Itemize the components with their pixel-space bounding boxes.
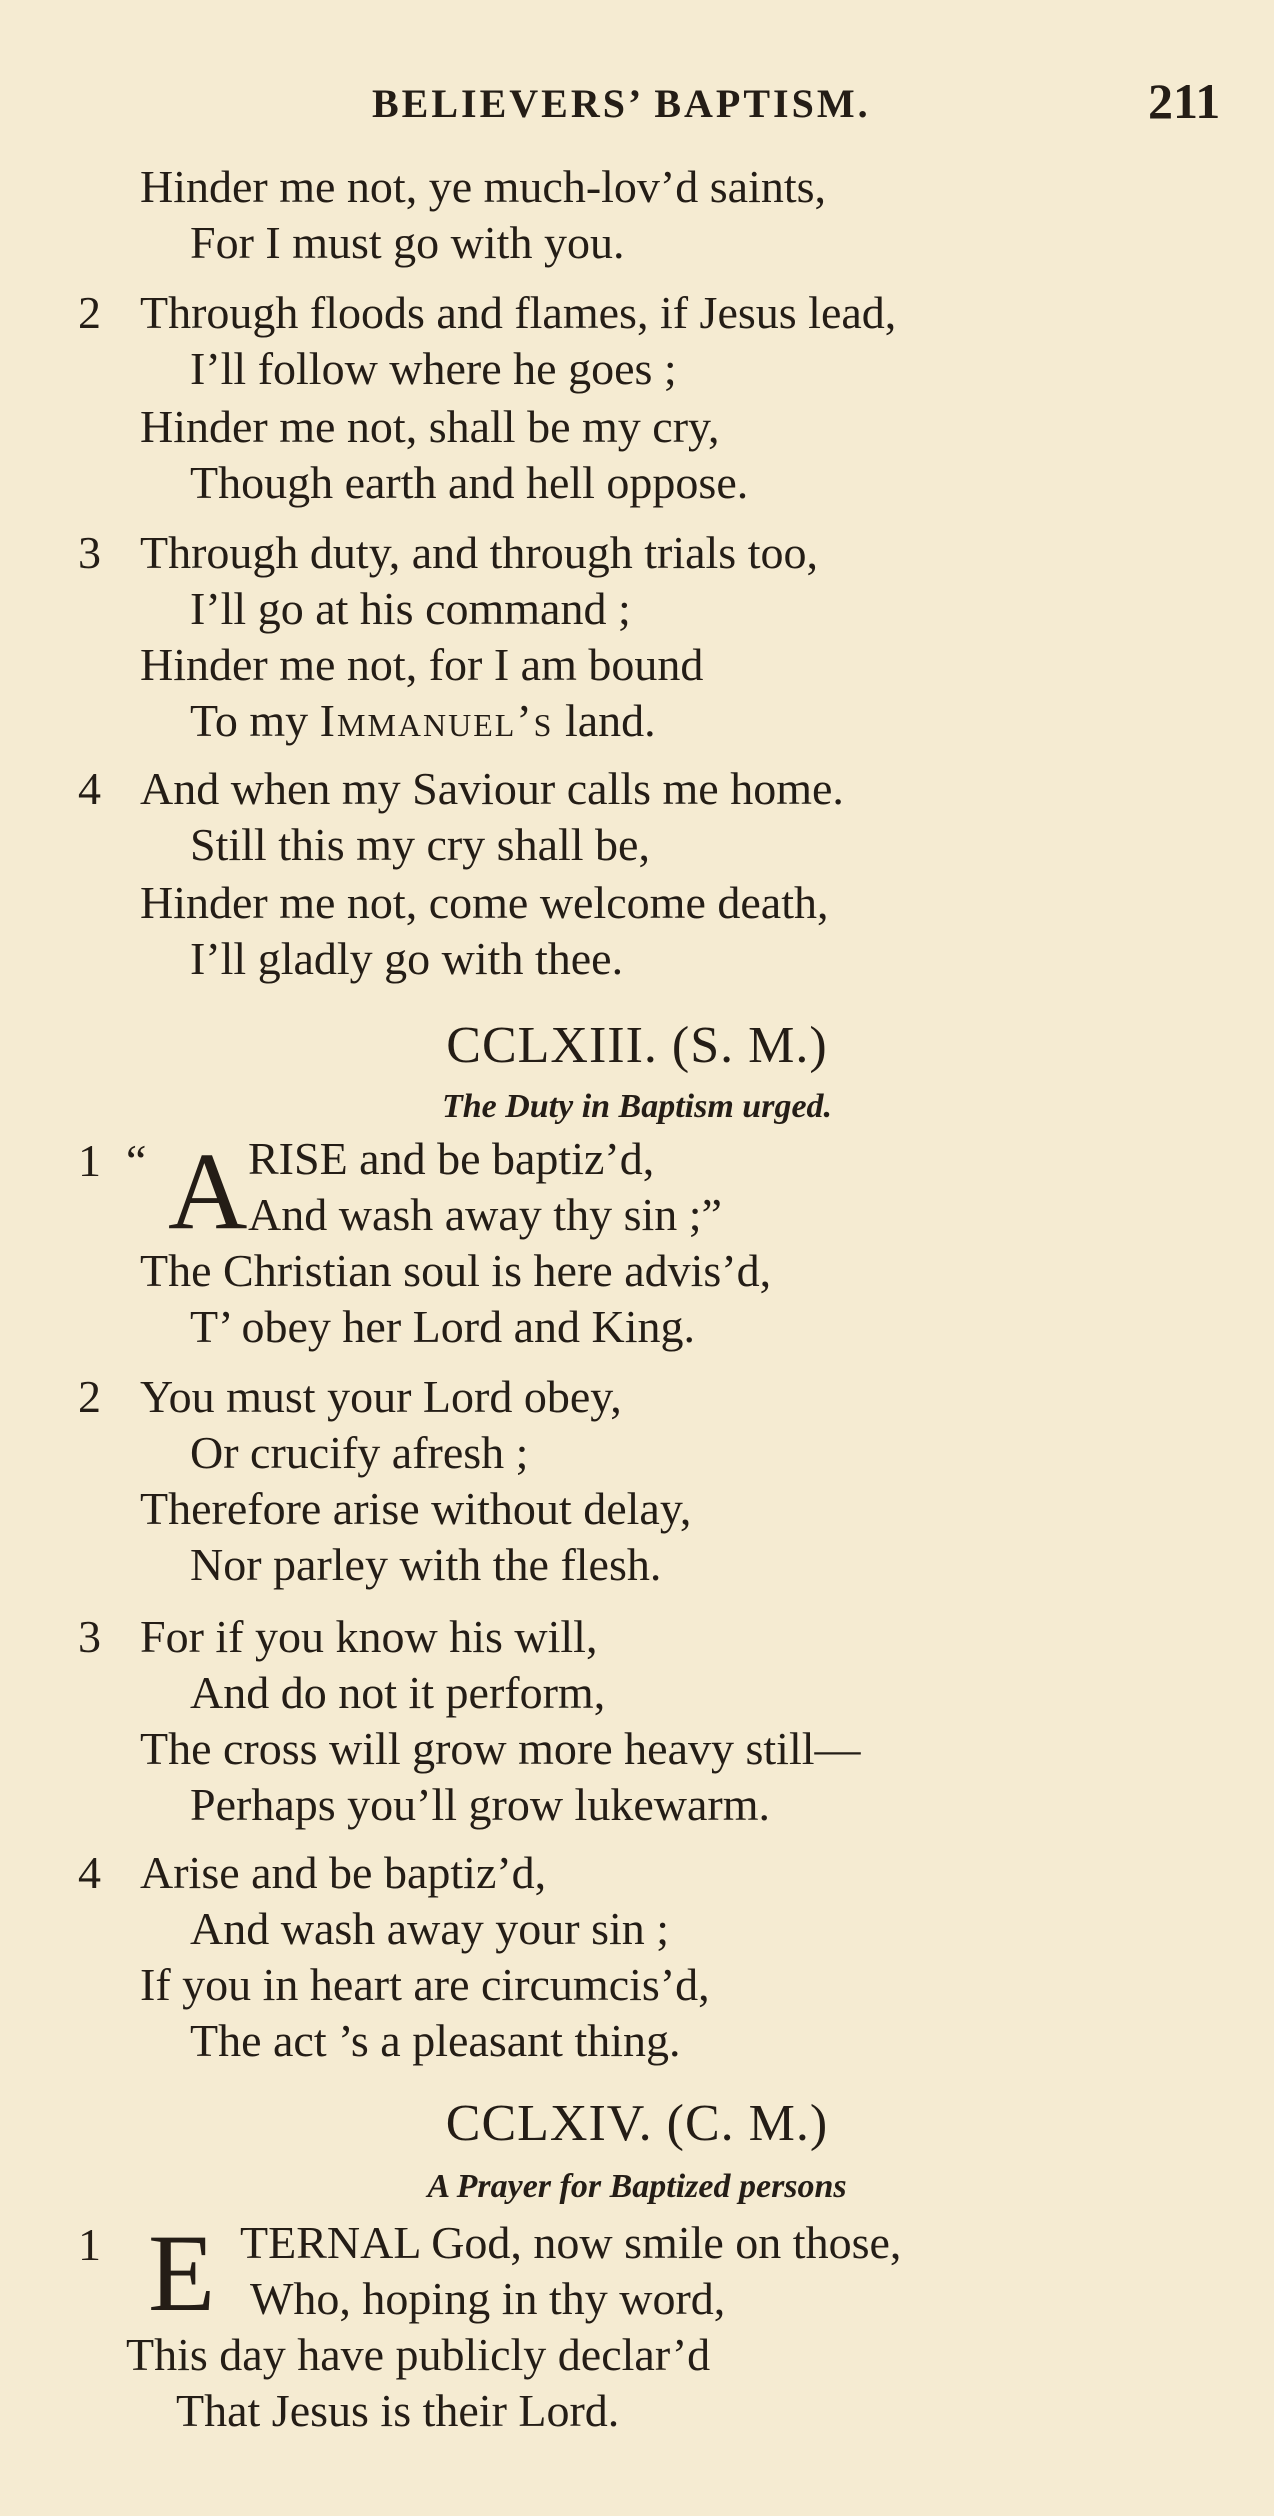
running-title: BELIEVERS’ BAPTISM. bbox=[372, 81, 871, 126]
open-quote: “ bbox=[126, 1135, 147, 1186]
verse-number: 4 bbox=[78, 763, 101, 814]
verse-line: RISE and be baptiz’d, bbox=[248, 1133, 655, 1184]
verse-line: Hinder me not, shall be my cry, bbox=[140, 401, 720, 452]
verse-line: TERNAL God, now smile on those, bbox=[240, 2217, 902, 2268]
verse-line: And do not it perform, bbox=[190, 1667, 606, 1718]
verse-line: I’ll gladly go with thee. bbox=[190, 933, 624, 984]
verse-line: Hinder me not, for I am bound bbox=[140, 639, 704, 690]
running-head bbox=[0, 70, 1274, 130]
drop-cap: E bbox=[148, 2212, 216, 2334]
verse-line: Though earth and hell oppose. bbox=[190, 457, 749, 508]
verse-number: 4 bbox=[78, 1847, 101, 1898]
verse-line-immanuel bbox=[190, 695, 656, 746]
verse-number: 3 bbox=[78, 527, 101, 578]
verse-line: You must your Lord obey, bbox=[140, 1371, 622, 1422]
hymn-subtitle: The Duty in Baptism urged. bbox=[441, 1088, 833, 1125]
verse-line: I’ll go at his command ; bbox=[190, 583, 631, 634]
verse-line: And when my Saviour calls me home. bbox=[140, 763, 844, 814]
verse-line: For if you know his will, bbox=[140, 1611, 598, 1662]
verse-line: Arise and be baptiz’d, bbox=[140, 1847, 547, 1898]
line-text: To my bbox=[190, 695, 320, 746]
verse-line: The act ’s a pleasant thing. bbox=[190, 2015, 681, 2066]
verse-line: The cross will grow more heavy still— bbox=[140, 1723, 861, 1774]
verse-number: 1 bbox=[78, 2219, 101, 2270]
verse-line: Through duty, and through trials too, bbox=[140, 527, 818, 578]
verse-line: For I must go with you. bbox=[190, 217, 625, 268]
verse-number: 3 bbox=[78, 1611, 101, 1662]
verse-line: I’ll follow where he goes ; bbox=[190, 343, 677, 394]
verse-line: If you in heart are circumcis’d, bbox=[140, 1959, 710, 2010]
divine-name: Immanuel’s bbox=[319, 695, 554, 746]
verse-line: Through floods and flames, if Jesus lead, bbox=[140, 287, 897, 338]
verse-line: Hinder me not, ye much-lov’d saints, bbox=[140, 161, 827, 212]
page-number: 211 bbox=[1148, 73, 1221, 129]
verse-line: The Christian soul is here advis’d, bbox=[140, 1245, 772, 1296]
verse-line: Who, hoping in thy word, bbox=[250, 2273, 726, 2324]
verse-number: 2 bbox=[78, 287, 101, 338]
verse-line: And wash away thy sin ;” bbox=[248, 1189, 722, 1240]
drop-cap: A bbox=[168, 1130, 248, 1252]
hymn-heading: CCLXIV. (C. M.) bbox=[445, 2095, 829, 2152]
line-text: land. bbox=[553, 695, 656, 746]
verse-number: 2 bbox=[78, 1371, 101, 1422]
verse-line: Perhaps you’ll grow lukewarm. bbox=[190, 1779, 770, 1830]
verse-line: That Jesus is their Lord. bbox=[176, 2385, 620, 2436]
verse-line: Nor parley with the flesh. bbox=[190, 1539, 662, 1590]
verse-line: This day have publicly declar’d bbox=[126, 2329, 711, 2380]
verse-line: And wash away your sin ; bbox=[190, 1903, 670, 1954]
hymn-subtitle: A Prayer for Baptized persons bbox=[427, 2168, 847, 2205]
verse-line: Or crucify afresh ; bbox=[190, 1427, 529, 1478]
verse-line: Hinder me not, come welcome death, bbox=[140, 877, 829, 928]
hymn-heading: CCLXIII. (S. M.) bbox=[446, 1017, 828, 1074]
verse-number: 1 bbox=[78, 1135, 101, 1186]
verse-line: Therefore arise without delay, bbox=[140, 1483, 692, 1534]
verse-line: Still this my cry shall be, bbox=[190, 819, 650, 870]
verse-line: T’ obey her Lord and King. bbox=[190, 1301, 695, 1352]
